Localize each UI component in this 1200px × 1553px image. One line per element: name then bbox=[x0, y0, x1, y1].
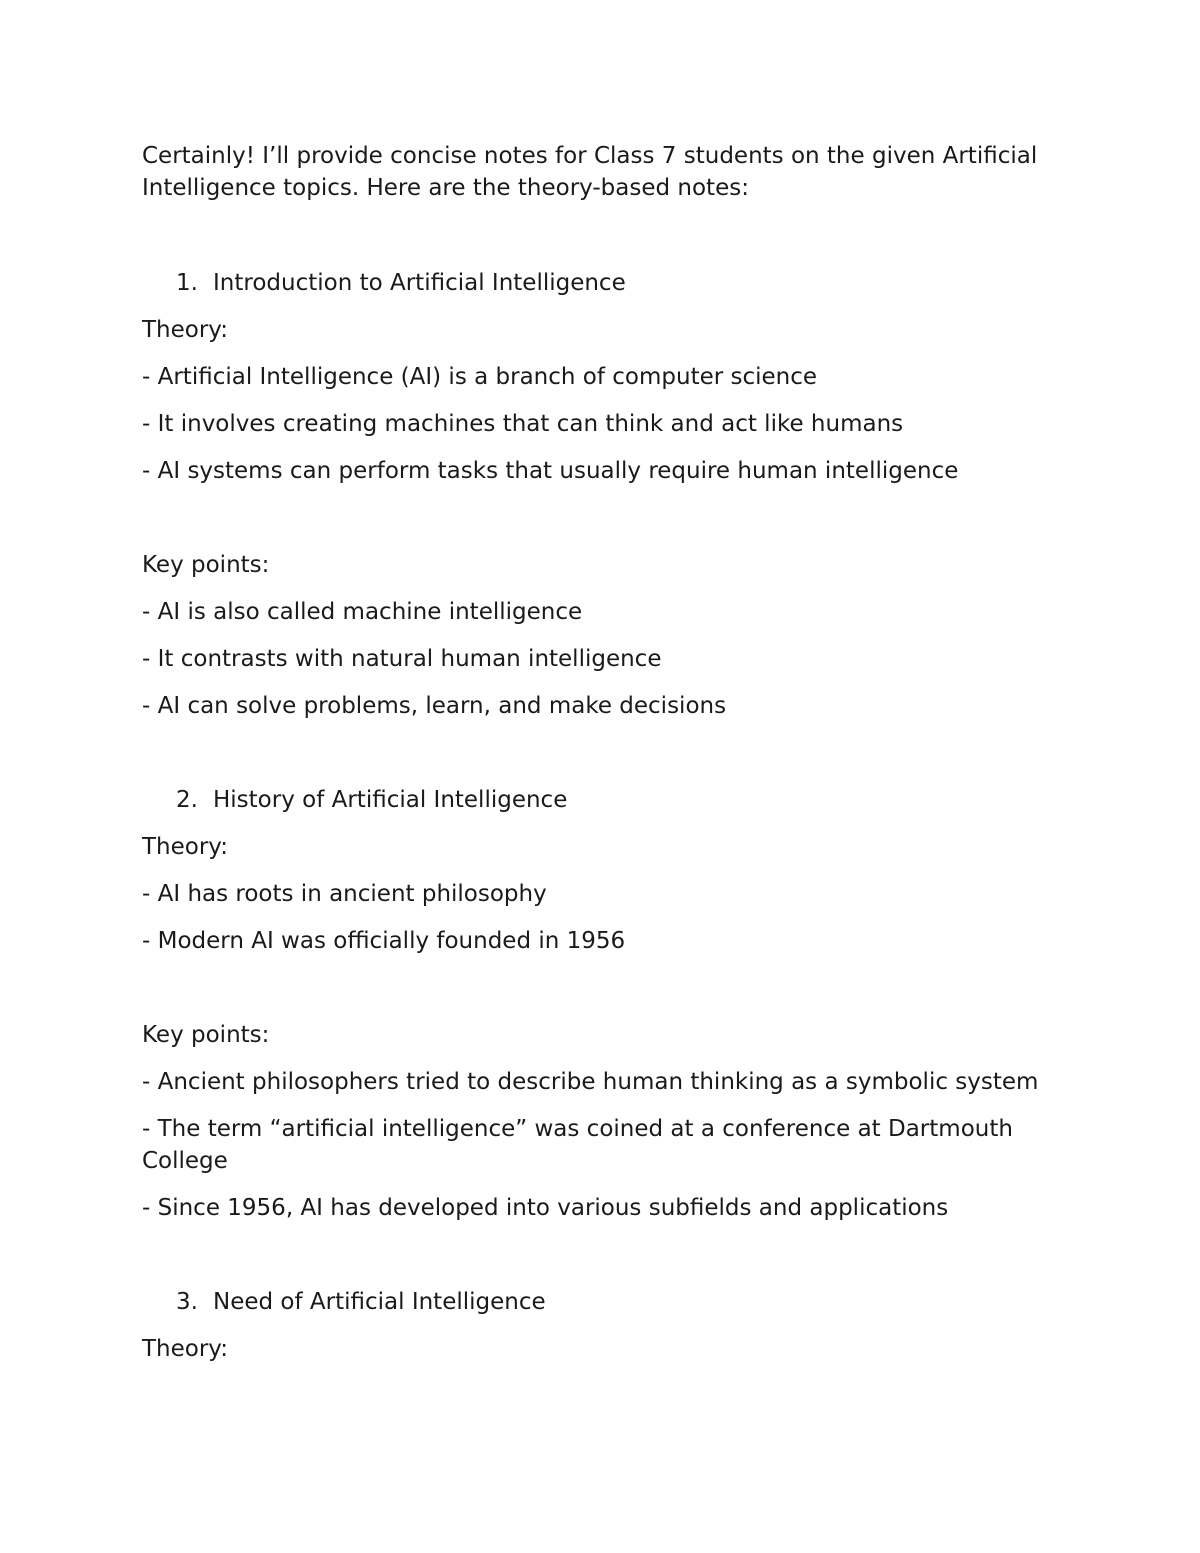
key-point-item: - Since 1956, AI has developed into various subfields and applications bbox=[142, 1195, 949, 1221]
section-1 bbox=[142, 267, 1082, 769]
section-heading bbox=[142, 1286, 1082, 1318]
theory-label: Theory: bbox=[142, 834, 228, 860]
paragraph-gap bbox=[142, 972, 1082, 1004]
document-body bbox=[142, 140, 1082, 1380]
section-title: History of Artificial Intelligence bbox=[213, 787, 568, 813]
key-point-item: - The term “artificial intelligence” was coined at a conference at Dartmouth College bbox=[142, 1116, 1013, 1174]
theory-label: Theory: bbox=[142, 317, 228, 343]
theory-item: - Modern AI was officially founded in 1956 bbox=[142, 928, 626, 954]
section-title: Introduction to Artificial Intelligence bbox=[213, 270, 626, 296]
section-number: 2. bbox=[176, 787, 198, 813]
section-heading bbox=[142, 784, 1082, 816]
paragraph-gap bbox=[142, 737, 1082, 769]
key-point-item: - AI is also called machine intelligence bbox=[142, 599, 583, 625]
theory-item: - It involves creating machines that can think and act like humans bbox=[142, 411, 904, 437]
key-point-item: - It contrasts with natural human intelligence bbox=[142, 646, 662, 672]
theory-item: - Artificial Intelligence (AI) is a branch of computer science bbox=[142, 364, 818, 390]
section-title: Need of Artificial Intelligence bbox=[213, 1289, 546, 1315]
paragraph-gap bbox=[142, 502, 1082, 534]
key-point-item: - Ancient philosophers tried to describe human thinking as a symbolic system bbox=[142, 1069, 1039, 1095]
paragraph-gap bbox=[142, 1239, 1082, 1271]
key-points-label: Key points: bbox=[142, 1022, 270, 1048]
theory-item: - AI systems can perform tasks that usually require human intelligence bbox=[142, 458, 959, 484]
theory-label: Theory: bbox=[142, 1336, 228, 1362]
section-number: 3. bbox=[176, 1289, 198, 1315]
theory-item: - AI has roots in ancient philosophy bbox=[142, 881, 547, 907]
section-heading bbox=[142, 267, 1082, 299]
section-3 bbox=[142, 1286, 1082, 1365]
intro-paragraph: Certainly! I’ll provide concise notes for Class 7 students on the given Artificial Intelligence topics. Here are the theory-based notes: bbox=[142, 143, 1038, 201]
section-number: 1. bbox=[176, 270, 198, 296]
section-2 bbox=[142, 784, 1082, 1271]
key-points-label: Key points: bbox=[142, 552, 270, 578]
key-point-item: - AI can solve problems, learn, and make decisions bbox=[142, 693, 727, 719]
